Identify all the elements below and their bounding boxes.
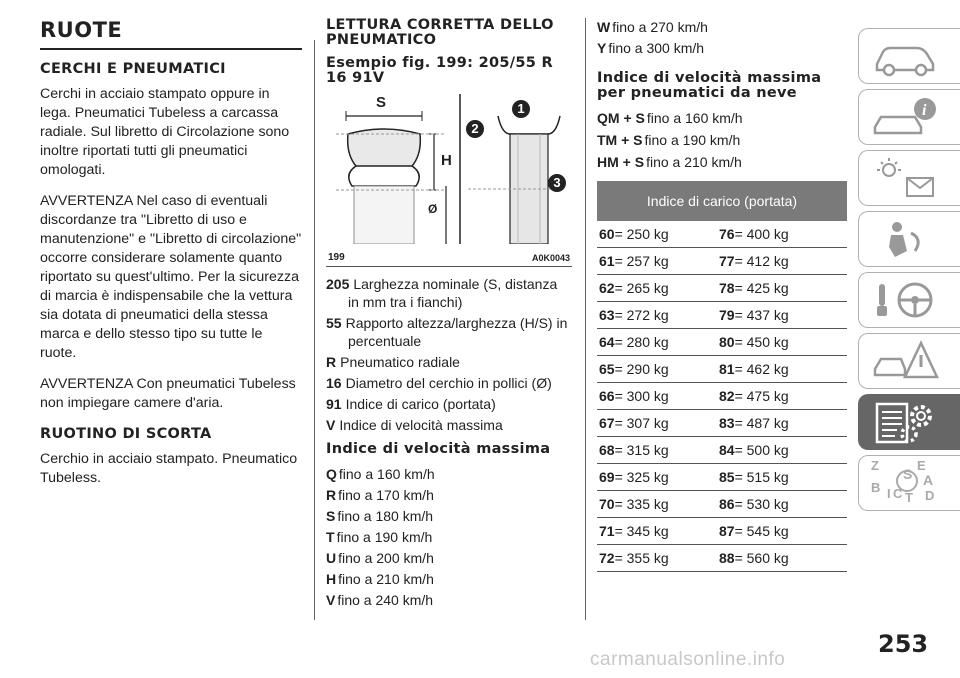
index-letter: E xyxy=(917,458,926,473)
legend-item: V Indice di velocità massima xyxy=(326,417,503,433)
section-heading-example: Esempio fig. 199: 205/55 R 16 91V xyxy=(326,55,553,86)
speed-item: R fino a 170 km/h xyxy=(326,487,434,503)
column-divider xyxy=(585,18,586,620)
speed-item: S fino a 180 km/h xyxy=(326,508,434,524)
legend-item: 16 Diametro del cerchio in pollici (Ø) xyxy=(326,375,552,391)
load-index-cell: 62= 265 kg xyxy=(597,275,719,302)
load-index-cell: 67= 307 kg xyxy=(597,410,719,437)
paragraph-warning-tubeless: AVVERTENZA Con pneumatici Tubeless non impiegare camere d'aria. xyxy=(40,376,296,411)
figure-callout-1: 1 xyxy=(512,100,530,118)
load-index-cell: 79= 437 kg xyxy=(719,302,847,329)
paragraph-spare-wheel: Cerchio in acciaio stampato. Pneumatico Tubeless. xyxy=(40,451,298,486)
tab-vehicle[interactable] xyxy=(858,28,960,84)
key-steering-icon xyxy=(871,278,941,322)
column-right xyxy=(597,18,847,572)
load-index-cell: 81= 462 kg xyxy=(719,356,847,383)
load-index-cell: 69= 325 kg xyxy=(597,464,719,491)
load-index-row xyxy=(597,437,847,464)
section-heading-spare-wheel: RUOTINO DI SCORTA xyxy=(40,426,212,442)
specs-gear-icon xyxy=(871,400,941,444)
section-heading-snow-speed-index: Indice di velocità massima per pneumatici da neve xyxy=(597,70,822,101)
load-index-cell: 66= 300 kg xyxy=(597,383,719,410)
car-info-icon xyxy=(871,95,941,139)
load-index-cell: 64= 280 kg xyxy=(597,329,719,356)
index-letter: I xyxy=(887,486,891,501)
car-icon xyxy=(871,34,941,78)
load-index-cell: 71= 345 kg xyxy=(597,518,719,545)
load-index-cell: 76= 400 kg xyxy=(719,221,847,248)
legend-item: 55 Rapporto altezza/larghezza (H/S) in percentuale xyxy=(326,315,568,349)
speed-item: V fino a 240 km/h xyxy=(326,592,434,608)
figure-code: A0K0043 xyxy=(531,253,570,263)
legend-list xyxy=(326,275,572,434)
snow-speed-item: HM + S fino a 210 km/h xyxy=(597,154,742,170)
section-heading-speed-index: Indice di velocità massima xyxy=(326,441,551,457)
speed-item: W fino a 270 km/h xyxy=(597,19,708,35)
column-middle xyxy=(326,18,572,612)
load-index-cell: 88= 560 kg xyxy=(719,545,847,572)
load-index-table xyxy=(597,181,847,572)
snow-speed-item: TM + S fino a 190 km/h xyxy=(597,132,741,148)
airbag-seat-icon xyxy=(871,217,941,261)
tab-technical-specifications[interactable] xyxy=(858,394,960,450)
column-left xyxy=(40,18,302,500)
load-index-row xyxy=(597,491,847,518)
legend-item: 91 Indice di carico (portata) xyxy=(326,396,496,412)
load-index-cell: 87= 545 kg xyxy=(719,518,847,545)
dashboard-lights-icon xyxy=(871,156,941,200)
figure-label-diameter: Ø xyxy=(428,202,438,216)
index-letter: T xyxy=(905,490,913,505)
load-index-row xyxy=(597,518,847,545)
page-number: 253 xyxy=(878,630,929,658)
index-letter: Z xyxy=(871,458,879,473)
load-index-row xyxy=(597,221,847,248)
legend-item: 205 Larghezza nominale (S, distanza in mm tra i fianchi) xyxy=(326,276,558,310)
speed-item: T fino a 190 km/h xyxy=(326,529,433,545)
speed-item: H fino a 210 km/h xyxy=(326,571,434,587)
load-index-row xyxy=(597,410,847,437)
speed-item: U fino a 200 km/h xyxy=(326,550,434,566)
watermark: carmanualsonline.info xyxy=(590,649,786,670)
index-letter: A xyxy=(923,472,934,488)
tyre-figure xyxy=(326,94,572,267)
load-index-cell: 68= 315 kg xyxy=(597,437,719,464)
load-index-row xyxy=(597,329,847,356)
figure-callout-2: 2 xyxy=(466,120,484,138)
tab-dashboard[interactable] xyxy=(858,150,960,206)
index-letter: D xyxy=(925,488,935,503)
speed-index-list xyxy=(326,465,572,609)
figure-number: 199 xyxy=(328,252,345,263)
page-title: RUOTE xyxy=(40,18,302,50)
load-index-row xyxy=(597,464,847,491)
load-index-row xyxy=(597,302,847,329)
load-index-row xyxy=(597,248,847,275)
load-index-cell: 83= 487 kg xyxy=(719,410,847,437)
load-index-cell: 65= 290 kg xyxy=(597,356,719,383)
load-index-cell: 72= 355 kg xyxy=(597,545,719,572)
figure-label-s: S xyxy=(376,94,387,111)
speed-item: Y fino a 300 km/h xyxy=(597,40,705,56)
tab-emergency[interactable] xyxy=(858,333,960,389)
tab-alphabetical-index[interactable] xyxy=(858,455,960,511)
load-index-cell: 77= 412 kg xyxy=(719,248,847,275)
load-index-cell: 85= 515 kg xyxy=(719,464,847,491)
load-index-cell: 61= 257 kg xyxy=(597,248,719,275)
load-index-cell: 70= 335 kg xyxy=(597,491,719,518)
warning-triangle-icon xyxy=(871,339,941,383)
legend-item: R Pneumatico radiale xyxy=(326,354,460,370)
figure-label-h: H xyxy=(441,152,452,169)
index-letter: S xyxy=(903,466,913,482)
load-index-row xyxy=(597,545,847,572)
load-index-table-header: Indice di carico (portata) xyxy=(597,181,847,221)
load-index-row xyxy=(597,275,847,302)
load-index-cell: 63= 272 kg xyxy=(597,302,719,329)
load-index-cell: 82= 475 kg xyxy=(719,383,847,410)
load-index-cell: 86= 530 kg xyxy=(719,491,847,518)
tyre-cross-section-diagram xyxy=(326,94,572,244)
svg-text:i: i xyxy=(922,102,927,119)
snow-speed-item: QM + S fino a 160 km/h xyxy=(597,110,743,126)
load-index-row xyxy=(597,383,847,410)
tab-safety[interactable] xyxy=(858,211,960,267)
index-letter: C xyxy=(893,486,903,501)
paragraph-rims: Cerchi in acciaio stampato oppure in lega. Pneumatici Tubeless a carcassa radiale. Sul libretto di Circolazione sono inoltre riportati tutti gli pneumatici omologati. xyxy=(40,86,290,178)
load-index-row xyxy=(597,356,847,383)
figure-callout-3: 3 xyxy=(548,174,566,192)
load-index-cell: 80= 450 kg xyxy=(719,329,847,356)
chapter-sidebar xyxy=(858,28,960,516)
index-letter: B xyxy=(871,480,881,495)
load-index-cell: 78= 425 kg xyxy=(719,275,847,302)
paragraph-warning-discrepancy: AVVERTENZA Nel caso di eventuali discordanze tra "Libretto di uso e manutenzione" e "Libretto di circolazione" occorre considerare solamente quanto riportato su quest'ultimo. Per la sicurezza di marcia è indispensabile che la vettura sia dotata di pneumatici della stessa marca e dello stesso tipo su tutte le ruote. xyxy=(40,193,302,361)
speed-item: Q fino a 160 km/h xyxy=(326,466,435,482)
tab-vehicle-info[interactable] xyxy=(858,89,960,145)
section-heading-rims-tyres: CERCHI E PNEUMATICI xyxy=(40,61,226,77)
load-index-cell: 60= 250 kg xyxy=(597,221,719,248)
load-index-cell: 84= 500 kg xyxy=(719,437,847,464)
section-heading-tyre-reading: LETTURA CORRETTA DELLO PNEUMATICO xyxy=(326,17,554,48)
tab-starting-driving[interactable] xyxy=(858,272,960,328)
column-divider xyxy=(314,40,315,620)
